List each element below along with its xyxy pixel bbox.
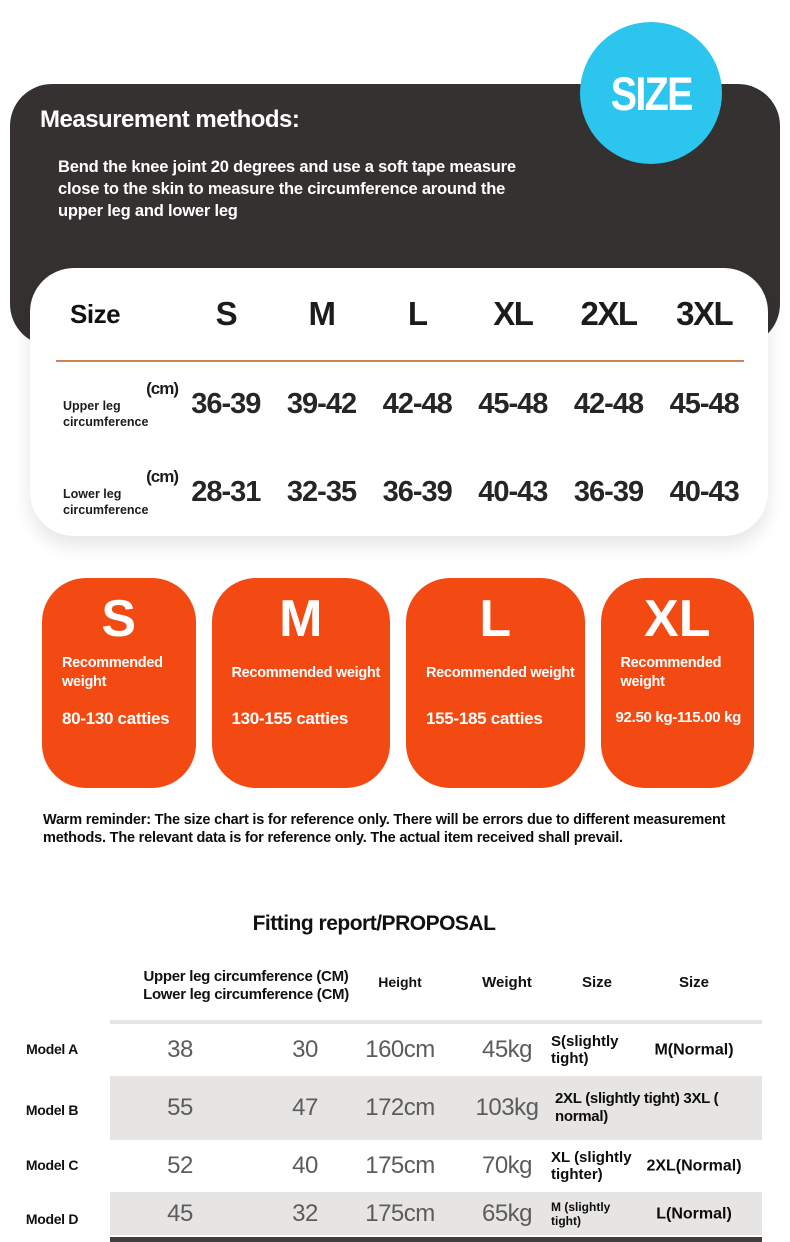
upper-leg-row (30, 360, 768, 448)
size-chart-corner-label: Size (70, 298, 121, 329)
upper-leg-value-s: 36-39 (191, 387, 261, 420)
size-badge-label: SIZE (610, 66, 692, 120)
fitting-a-lower: 30 (292, 1036, 318, 1063)
weight-card-l-size: L (479, 590, 512, 648)
weight-card-s-label: Recommended weight (62, 655, 163, 690)
weight-card-xl (601, 578, 755, 788)
fitting-row-b (110, 1076, 762, 1140)
size-chart-divider (56, 360, 744, 362)
fitting-header-leg-line1: Upper leg circumference (CM) (143, 968, 349, 985)
fitting-a-weight: 45kg (481, 1036, 533, 1063)
fitting-c-weight: 70kg (481, 1152, 533, 1179)
fitting-b-sizes: 2XL (slightly tight) 3XL ( normal) (555, 1090, 719, 1125)
size-col-3xl: 3XL (676, 295, 733, 332)
weight-card-xl-range: 92.50 kg-115.00 kg (615, 709, 742, 726)
fitting-d-size2: L(Normal) (656, 1205, 732, 1222)
size-col-2xl: 2XL (580, 295, 637, 332)
lower-leg-row-label (46, 466, 178, 519)
fitting-b-upper: 55 (167, 1094, 193, 1121)
fitting-report-title: Fitting report/PROPOSAL (252, 912, 496, 935)
model-b-label: Model B (25, 1102, 79, 1118)
fitting-c-height: 175cm (365, 1152, 435, 1179)
warm-reminder-text: Warm reminder: The size chart is for reference only. There will be errors due to different measurement methods. The relevant data is for reference only. The actual item received shall prevail. (43, 812, 726, 846)
fitting-d-upper: 45 (167, 1199, 193, 1227)
model-a-label: Model A (26, 1041, 78, 1057)
size-col-s: S (215, 295, 237, 332)
model-d-label: Model D (25, 1211, 79, 1227)
weight-card-xl-label: Recommended weight (620, 655, 722, 690)
size-col-l: L (407, 295, 427, 332)
fitting-table (110, 1020, 762, 1235)
weight-card-s-size: S (101, 590, 137, 648)
upper-leg-label-line2: circumference (63, 414, 149, 429)
weight-card-m-range: 130-155 catties (231, 709, 348, 728)
weight-card-l (406, 578, 585, 788)
lower-leg-value-3xl: 40-43 (669, 475, 739, 508)
fitting-header-leg (120, 968, 372, 1004)
size-chart-card (30, 268, 768, 536)
lower-leg-row (30, 448, 768, 536)
lower-leg-value-l: 36-39 (382, 475, 452, 508)
weight-card-xl-size: XL (644, 590, 711, 648)
lower-leg-value-2xl: 36-39 (573, 475, 644, 508)
lower-leg-value-xl: 40-43 (478, 475, 548, 508)
fitting-d-lower: 32 (292, 1199, 318, 1227)
fitting-b-weight: 103kg (475, 1094, 539, 1121)
lower-leg-value-m: 32-35 (286, 475, 357, 508)
weight-card-m-label: Recommended weight (231, 665, 380, 681)
fitting-header-leg-line2: Lower leg circumference (CM) (143, 986, 349, 1003)
section-divider-bar (110, 1237, 762, 1242)
fitting-a-upper: 38 (167, 1036, 193, 1063)
upper-leg-value-xl: 45-48 (478, 387, 548, 420)
measurement-title: Measurement methods: (40, 106, 300, 133)
fitting-c-lower: 40 (292, 1152, 318, 1179)
upper-leg-value-m: 39-42 (286, 387, 357, 420)
lower-leg-unit: (cm) (146, 466, 178, 486)
upper-leg-value-3xl: 45-48 (669, 387, 739, 420)
upper-leg-unit: (cm) (146, 378, 178, 398)
fitting-b-lower: 47 (292, 1094, 318, 1121)
fitting-a-height: 160cm (365, 1036, 435, 1063)
upper-leg-value-2xl: 42-48 (573, 387, 644, 420)
weight-cards-row (42, 578, 754, 788)
fitting-header-weight: Weight (482, 974, 532, 991)
model-c-label: Model C (25, 1157, 79, 1173)
size-badge (580, 22, 722, 164)
weight-card-s (42, 578, 196, 788)
upper-leg-label-line1: Upper leg (63, 399, 121, 413)
fitting-header-size2: Size (678, 974, 710, 991)
lower-leg-value-s: 28-31 (191, 475, 261, 508)
fitting-c-upper: 52 (167, 1152, 193, 1179)
lower-leg-label-line2: circumference (63, 502, 149, 517)
size-col-xl: XL (493, 295, 533, 332)
upper-leg-row-label (46, 378, 178, 431)
measurement-instructions: Bend the knee joint 20 degrees and use a soft tape measure close to the skin to measure the circumference around the upper leg and lower leg (58, 158, 516, 220)
weight-card-l-label: Recommended weight (426, 665, 575, 681)
fitting-c-size2: 2XL(Normal) (646, 1157, 742, 1175)
weight-card-s-range: 80-130 catties (62, 709, 170, 728)
weight-card-m (212, 578, 391, 788)
fitting-d-height: 175cm (365, 1199, 435, 1227)
weight-card-l-range: 155-185 catties (426, 709, 543, 728)
upper-leg-value-l: 42-48 (382, 387, 452, 420)
lower-leg-label-line1: Lower leg (63, 487, 122, 501)
fitting-row-a (110, 1024, 762, 1076)
fitting-a-size1: S(slightly tight) (551, 1033, 619, 1067)
fitting-a-size2: M(Normal) (654, 1041, 734, 1059)
fitting-header-size1: Size (581, 974, 613, 991)
size-col-m: M (308, 295, 335, 332)
fitting-b-height: 172cm (365, 1094, 435, 1121)
fitting-row-d (110, 1192, 762, 1235)
fitting-d-size1: M (slightly tight) (551, 1199, 611, 1228)
fitting-c-size1: XL (slightly tighter) (551, 1149, 632, 1183)
weight-card-m-size: M (279, 590, 323, 648)
size-chart-header-row (30, 268, 768, 360)
fitting-header-height: Height (378, 974, 422, 990)
fitting-row-c (110, 1140, 762, 1192)
fitting-d-weight: 65kg (481, 1199, 533, 1227)
